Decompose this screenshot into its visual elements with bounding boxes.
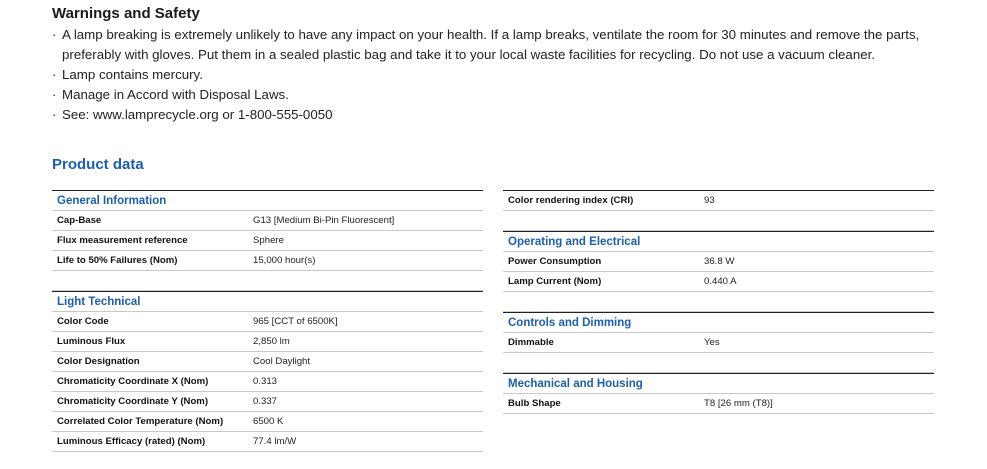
table-row (52, 412, 483, 432)
row-value: Cool Daylight (253, 356, 311, 367)
table-row (52, 352, 483, 372)
group-heading-light-technical: Light Technical (52, 291, 483, 312)
row-label: Luminous Efficacy (rated) (Nom) (57, 436, 206, 447)
table-row (503, 252, 934, 272)
row-value: 0.337 (253, 396, 278, 407)
row-value: 0.440 A (704, 276, 737, 287)
row-value: T8 [26 mm (T8)] (704, 398, 773, 409)
row-value: 93 (704, 195, 715, 206)
group-heading-operating: Operating and Electrical (503, 231, 934, 252)
row-label: Chromaticity Coordinate Y (Nom) (57, 396, 209, 407)
row-value: 15,000 hour(s) (253, 255, 316, 266)
row-value: 2,850 lm (253, 336, 290, 347)
warning-text: A lamp breaking is extremely unlikely to have any impact on your health. If a lamp breaks, ventilate the room for 30 minutes and remove the parts, preferably with gloves. Put them in a sealed plastic bag and take it to your local waste facilities for recycling. Do not use a vacuum cleaner. (62, 27, 920, 62)
row-value: 6500 K (253, 416, 284, 427)
row-value: 965 [CCT of 6500K] (253, 316, 338, 327)
warning-item (52, 65, 932, 85)
warning-item (52, 105, 932, 125)
table-row (503, 190, 934, 211)
table-row (52, 231, 483, 251)
product-data-title: Product data (52, 156, 144, 173)
bullet-dot: · (52, 107, 57, 122)
row-value: 0.313 (253, 376, 278, 387)
group-heading-controls: Controls and Dimming (503, 312, 934, 333)
row-label: Correlated Color Temperature (Nom) (57, 416, 224, 427)
table-row (52, 332, 483, 352)
warning-item (52, 85, 932, 105)
row-value: Sphere (253, 235, 284, 246)
warning-item (52, 25, 932, 65)
warnings-list (52, 25, 932, 125)
row-label: Life to 50% Failures (Nom) (57, 255, 178, 266)
product-data-right-column (503, 190, 934, 414)
row-label: Color rendering index (CRI) (508, 195, 634, 206)
row-label: Lamp Current (Nom) (508, 276, 602, 287)
group-heading-mechanical: Mechanical and Housing (503, 373, 934, 394)
row-label: Chromaticity Coordinate X (Nom) (57, 376, 209, 387)
row-value: 77.4 lm/W (253, 436, 297, 447)
row-value: Yes (704, 337, 720, 348)
warnings-title: Warnings and Safety (52, 5, 200, 22)
row-label: Flux measurement reference (57, 235, 188, 246)
spacer-row (52, 271, 483, 291)
row-value: G13 [Medium Bi-Pin Fluorescent] (253, 215, 395, 226)
table-row (503, 333, 934, 353)
row-label: Dimmable (508, 337, 554, 348)
row-label: Cap-Base (57, 215, 102, 226)
row-label: Luminous Flux (57, 336, 126, 347)
group-heading-general: General Information (52, 190, 483, 211)
row-label: Color Designation (57, 356, 140, 367)
table-row (52, 372, 483, 392)
table-row (503, 272, 934, 292)
spacer-row (503, 353, 934, 373)
spacer-row (503, 211, 934, 231)
bullet-dot: · (52, 87, 57, 102)
row-label: Color Code (57, 316, 109, 327)
row-label: Power Consumption (508, 256, 602, 267)
row-value: 36.8 W (704, 256, 735, 267)
warning-text: Manage in Accord with Disposal Laws. (62, 87, 289, 102)
row-label: Bulb Shape (508, 398, 561, 409)
table-row (52, 251, 483, 271)
table-row (52, 211, 483, 231)
warning-text: See: www.lamprecycle.org or 1-800-555-0050 (62, 107, 333, 122)
bullet-dot: · (52, 67, 57, 82)
table-row (52, 392, 483, 412)
table-row (52, 432, 483, 452)
bullet-dot: · (52, 27, 57, 42)
table-row (503, 394, 934, 414)
warning-text: Lamp contains mercury. (62, 67, 203, 82)
table-row (52, 312, 483, 332)
product-data-left-column (52, 190, 483, 452)
spacer-row (503, 292, 934, 312)
